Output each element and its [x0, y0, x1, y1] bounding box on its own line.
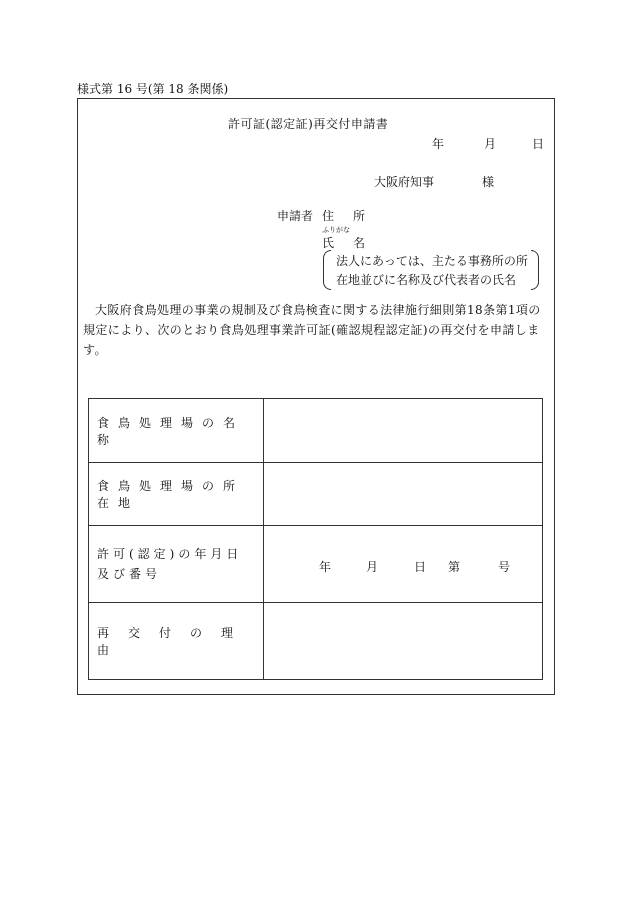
permit-year-label: 年: [319, 560, 332, 574]
corporate-note-line1: 法人にあっては、主たる事務所の所: [336, 254, 528, 268]
table-row: [89, 399, 543, 463]
permit-date-number-text: 許可(認定)の年月日及び番号: [97, 547, 243, 581]
table-row: [89, 526, 543, 603]
facility-location-label: 食鳥処理場の所在地: [89, 463, 264, 526]
date-year-label: 年: [432, 137, 445, 151]
date-day-label: 日: [532, 137, 545, 151]
permit-date-number-field[interactable]: [264, 526, 543, 603]
permit-go-label: 号: [498, 560, 511, 574]
application-table: [88, 398, 543, 680]
applicant-label: 申請者: [277, 209, 314, 223]
addressee: 大阪府知事: [374, 175, 435, 189]
form-title: 許可証(認定証)再交付申請書: [228, 117, 389, 131]
table-row: [89, 603, 543, 680]
right-bracket: [531, 250, 539, 290]
honorific: 様: [482, 175, 495, 189]
facility-name-label: 食鳥処理場の名称: [89, 399, 264, 463]
permit-dai-label: 第: [448, 560, 461, 574]
name-label: 氏名: [322, 236, 385, 250]
furigana-label: ふりがな: [322, 226, 350, 234]
permit-month-label: 月: [366, 560, 379, 574]
address-label: 住所: [322, 209, 385, 223]
form-number: 様式第 16 号(第 18 条関係): [77, 82, 229, 96]
table-row: [89, 463, 543, 526]
application-statement: 大阪府食鳥処理の事業の規制及び食鳥検査に関する法律施行細則第18条第1項の規定により、次のとおり食鳥処理事業許可証(確認規程認定証)の再交付を申請します。: [83, 303, 541, 357]
facility-name-field[interactable]: [264, 399, 543, 463]
reissue-reason-field[interactable]: [264, 603, 543, 680]
corporate-note-line2: 在地並びに名称及び代表者の氏名: [336, 273, 517, 287]
left-bracket: [323, 250, 331, 290]
facility-location-field[interactable]: [264, 463, 543, 526]
reissue-reason-label: 再交付の理由: [89, 603, 264, 680]
date-month-label: 月: [484, 137, 497, 151]
permit-date-number-label: [89, 526, 264, 603]
permit-day-label: 日: [414, 560, 427, 574]
